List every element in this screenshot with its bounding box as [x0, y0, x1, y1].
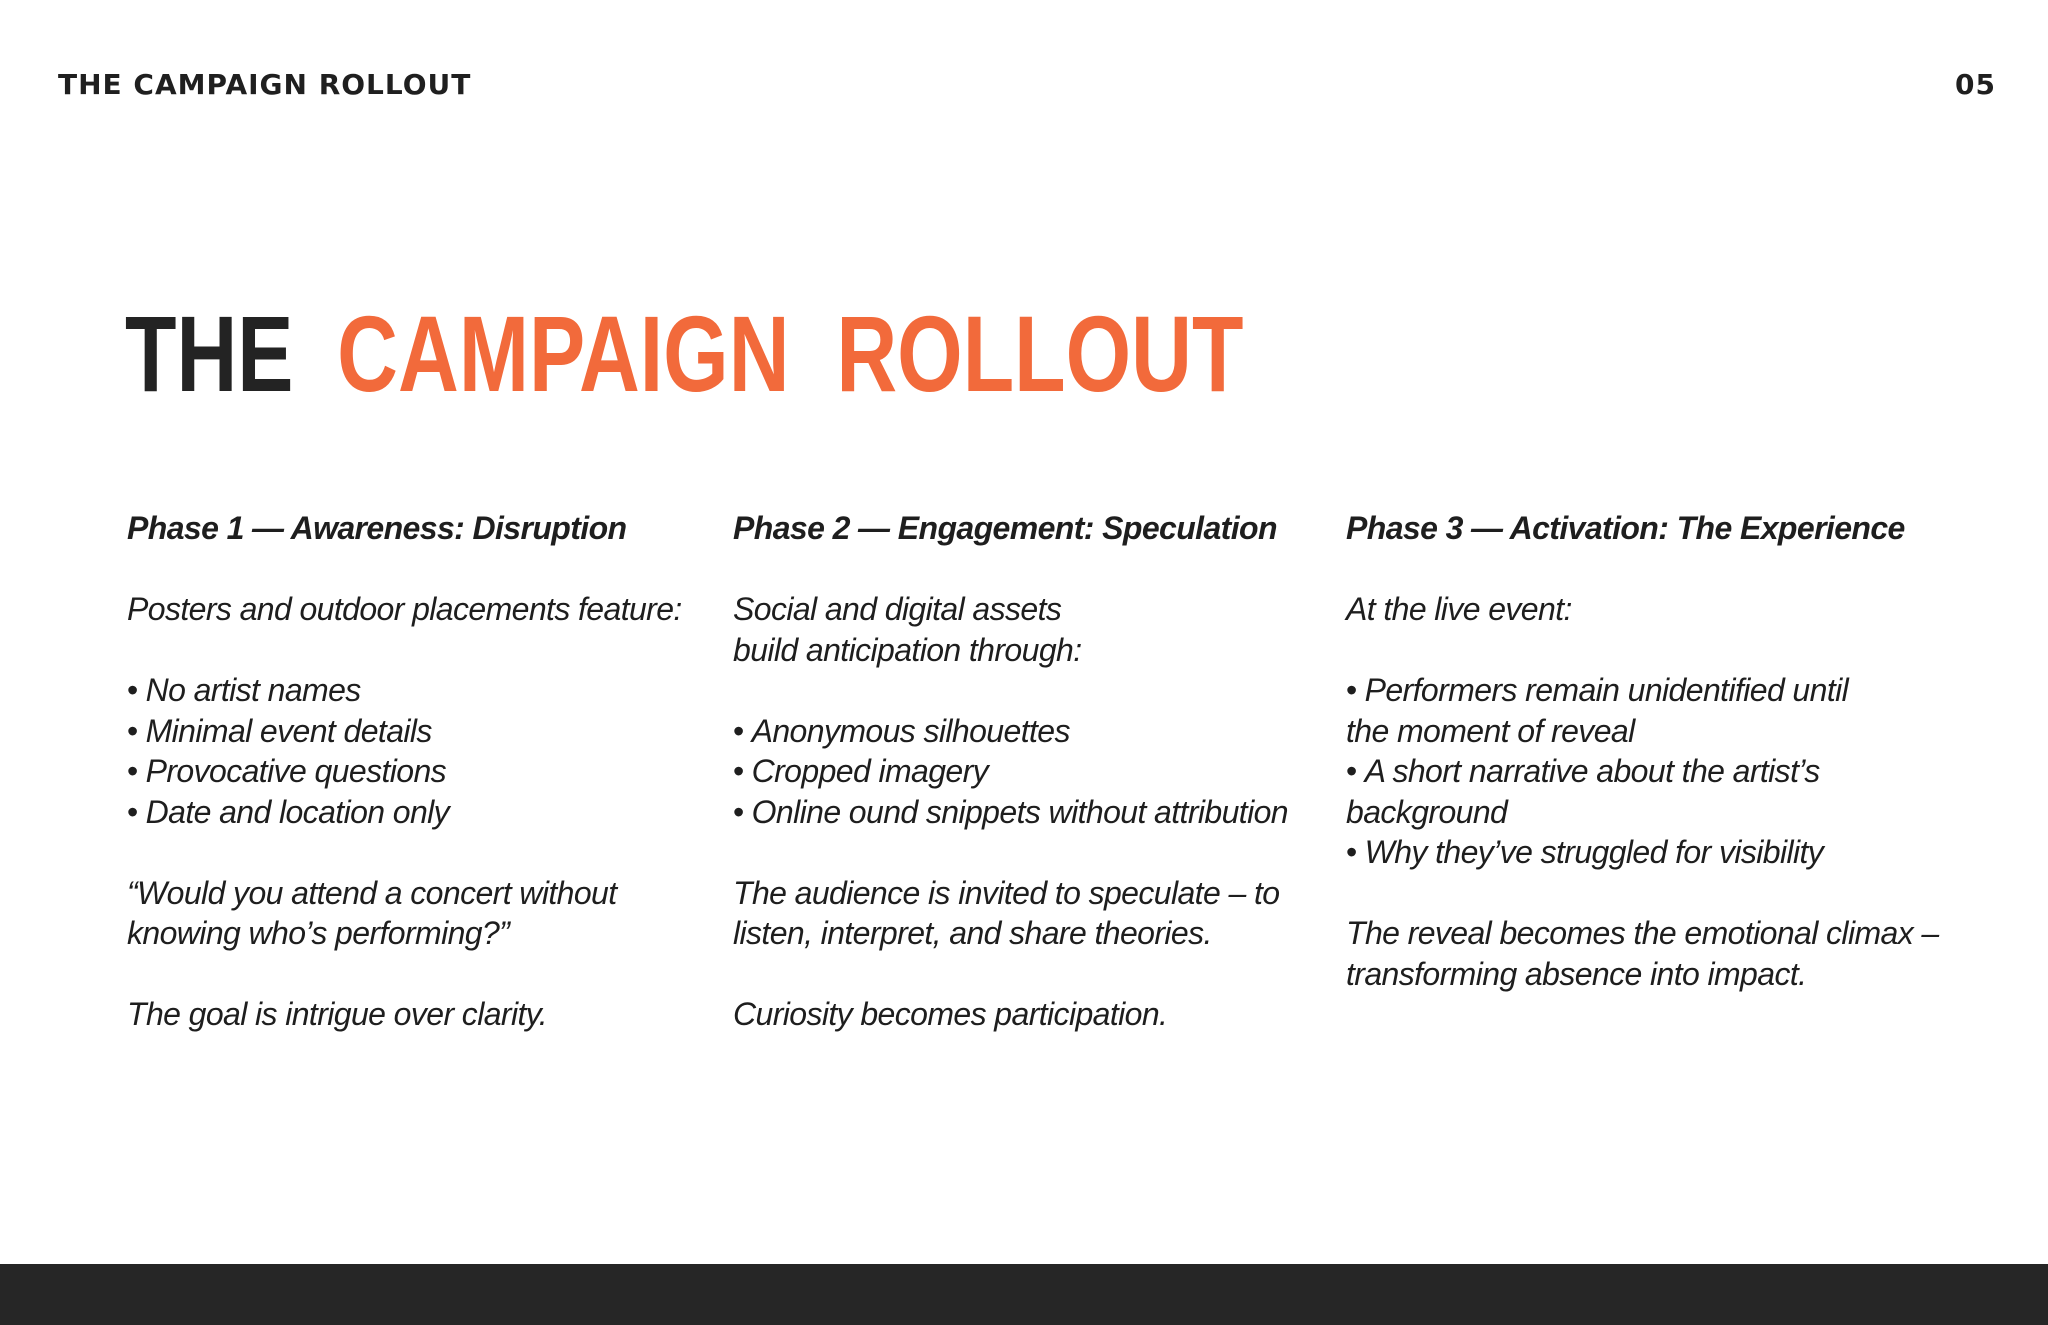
phase-bullet-list — [127, 670, 717, 832]
phase-conclusion: The reveal becomes the emotional climax – transforming absence into impact. — [1346, 915, 1939, 992]
phase-quote: “Would you attend a concert without knowing who’s performing?” — [127, 874, 617, 951]
phase-3-column — [1346, 508, 1946, 994]
page-number: 05 — [1955, 68, 1996, 101]
spacer — [127, 954, 717, 995]
spacer — [127, 832, 717, 873]
list-item: • Online ound snippets without attribution — [733, 792, 1333, 833]
spacer — [1346, 549, 1946, 590]
list-item: • Anonymous silhouettes — [733, 711, 1333, 752]
spacer — [733, 832, 1333, 873]
list-item: • Minimal event details — [127, 711, 717, 752]
phase-heading: Phase 2 — Engagement: Speculation — [733, 510, 1277, 546]
phase-heading: Phase 1 — Awareness: Disruption — [127, 510, 627, 546]
page-title — [125, 293, 1244, 414]
list-item: • Date and location only — [127, 792, 717, 833]
list-item: • Cropped imagery — [733, 751, 1333, 792]
phase-2-column — [733, 508, 1333, 1035]
list-item: • Performers remain unidentified until the moment of reveal — [1346, 670, 1886, 751]
spacer — [733, 670, 1333, 711]
list-item: • Provocative questions — [127, 751, 717, 792]
phase-conclusion: Curiosity becomes participation. — [733, 996, 1168, 1032]
phase-paragraph: The audience is invited to speculate – to listen, interpret, and share theories. — [733, 874, 1280, 951]
spacer — [733, 549, 1333, 590]
title-word-rollout: ROLLOUT — [836, 293, 1244, 414]
spacer — [127, 549, 717, 590]
title-word-campaign: CAMPAIGN — [337, 293, 790, 414]
list-item: • No artist names — [127, 670, 717, 711]
phase-1-column — [127, 508, 717, 1035]
title-word-the: THE — [125, 293, 294, 414]
phase-intro: Posters and outdoor placements feature: — [127, 591, 682, 627]
spacer — [1346, 873, 1946, 914]
list-item: • Why they’ve struggled for visibility — [1346, 832, 1886, 873]
phase-bullet-list — [1346, 670, 1886, 873]
phase-bullet-list — [733, 711, 1333, 833]
list-item: • A short narrative about the artist’s background — [1346, 751, 1886, 832]
phase-heading: Phase 3 — Activation: The Experience — [1346, 510, 1905, 546]
phase-intro: At the live event: — [1346, 591, 1572, 627]
spacer — [1346, 630, 1946, 671]
footer-bar — [0, 1264, 2048, 1325]
phase-conclusion: The goal is intrigue over clarity. — [127, 996, 548, 1032]
phase-intro: Social and digital assets build anticipation through: — [733, 591, 1082, 668]
spacer — [127, 630, 717, 671]
spacer — [733, 954, 1333, 995]
section-label: THE CAMPAIGN ROLLOUT — [58, 68, 472, 101]
